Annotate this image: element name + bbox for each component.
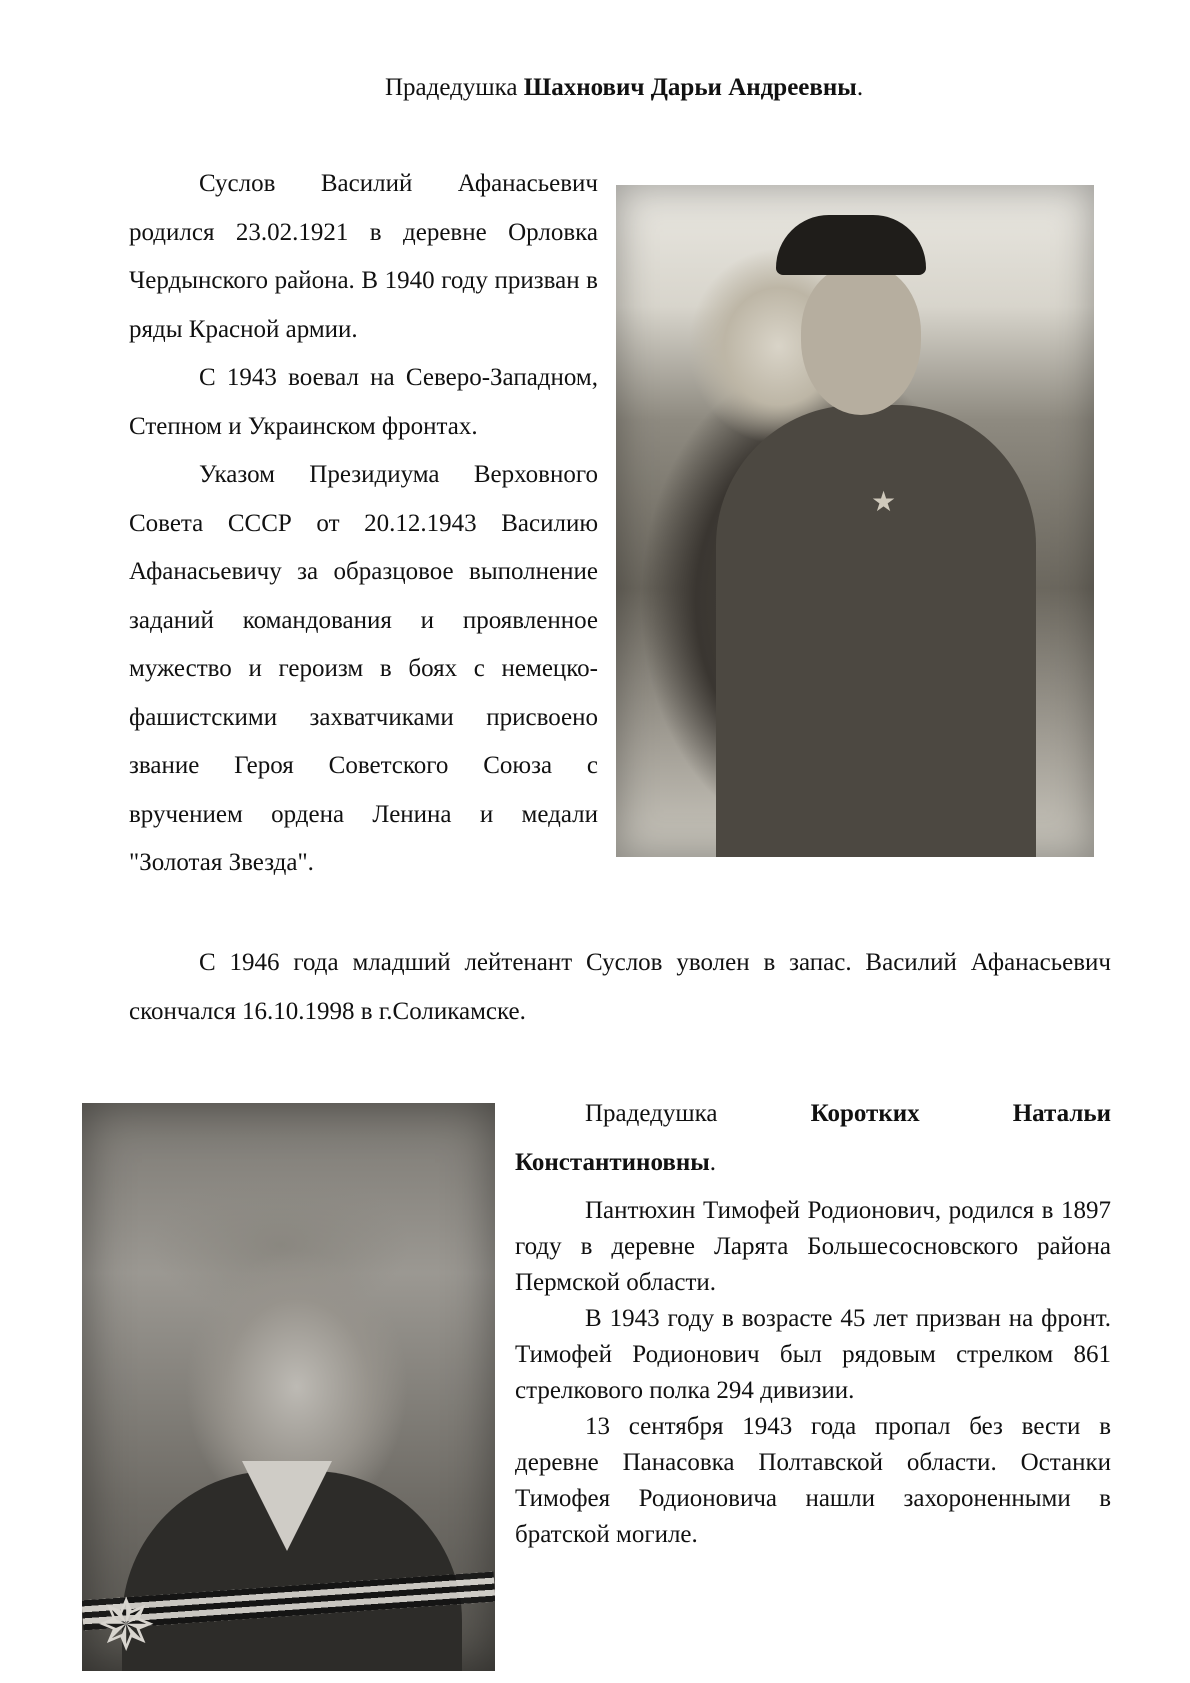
- section2-heading-line2: [515, 1139, 1111, 1188]
- young-man-portrait-photo: [82, 1103, 495, 1671]
- section2-column-text: [515, 1090, 1111, 1553]
- section1-paragraph: С 1943 воевал на Северо-Западном, Степном и Украинском фронтах.: [129, 364, 598, 440]
- section2-heading-line1: [515, 1090, 1111, 1139]
- section2-heading-prefix: Прадедушка: [585, 1100, 811, 1127]
- photo-figure-cap: [776, 215, 926, 275]
- section2-heading-suffix: .: [709, 1148, 717, 1176]
- soldier-portrait-photo: [616, 185, 1094, 857]
- section1-paragraph: Суслов Василий Афанасьевич родился 23.02.1921 в деревне Орловка Чердынского района. В 1940 году призван в ряды Красной армии.: [129, 170, 598, 343]
- order-of-patriotic-war-icon: ✵: [96, 1583, 157, 1667]
- section2-paragraph: В 1943 году в возрасте 45 лет призван на фронт. Тимофей Родионович был рядовым стрелком 861 стрелкового полка 294 дивизии.: [515, 1305, 1111, 1404]
- section1-closing-text: [129, 939, 1111, 1036]
- photo-figure-body: [716, 405, 1036, 857]
- section1-column-text: [129, 160, 598, 888]
- gold-star-medal-icon: ★: [871, 485, 897, 518]
- section2-paragraph: 13 сентября 1943 года пропал без вести в деревне Панасовка Полтавской области. Останки Тимофея Родионовича нашли захороненными в братской могиле.: [515, 1413, 1111, 1548]
- section1-closing-paragraph: С 1946 года младший лейтенант Суслов уволен в запас. Василий Афанасьевич скончался 16.10.1998 в г.Соликамске.: [129, 949, 1111, 1025]
- section2-heading-name-line2: Константиновны: [515, 1148, 710, 1176]
- section1-paragraph: Указом Президиума Верховного Совета СССР от 20.12.1943 Василию Афанасьевичу за образцовое выполнение заданий командования и проявленное мужество и героизм в боях с немецко-фашистскими захватчиками присвоено звание Героя Советского Союза с вручением ордена Ленина и медали "Золотая Звезда".: [129, 461, 598, 876]
- section1-heading-prefix: Прадедушка: [385, 74, 524, 101]
- section1-heading-name: Шахнович Дарьи Андреевны: [523, 74, 857, 101]
- section1-heading: [385, 70, 863, 106]
- photo-figure-face: [801, 265, 921, 415]
- section2-heading-name-line1: Коротких Натальи: [810, 1100, 1111, 1127]
- section2-paragraph: Пантюхин Тимофей Родионович, родился в 1897 году в деревне Ларята Большесосновского района Пермской области.: [515, 1197, 1111, 1296]
- section1-heading-suffix: .: [856, 74, 864, 101]
